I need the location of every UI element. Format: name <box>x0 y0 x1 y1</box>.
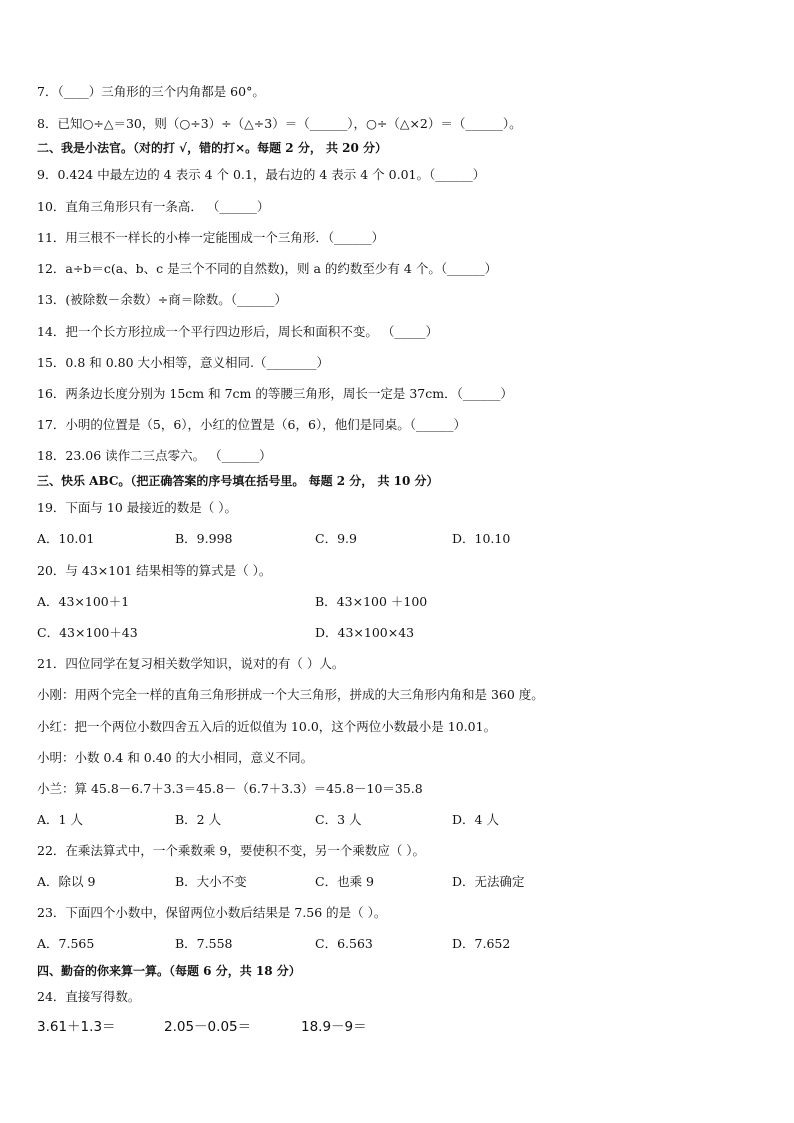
option-choice: D．7.652 <box>452 936 511 951</box>
option-choice: A．43×100＋1 <box>37 594 130 609</box>
question-q22: 22．在乘法算式中，一个乘数乘 9，要使积不变，另一个乘数应（ ）。 <box>37 843 426 858</box>
option-choice: B．43×100 ＋100 <box>315 594 428 609</box>
question-q24: 24．直接写得数。 <box>37 989 141 1004</box>
question-q21: 21．四位同学在复习相关数学知识，说对的有（ ）人。 <box>37 656 345 671</box>
calculation-item: 18.9－9＝ <box>301 1019 367 1035</box>
question-q11: 11．用三根不一样长的小棒一定能围成一个三角形．（______） <box>37 230 385 245</box>
option-choice: A．除以 9 <box>37 874 96 889</box>
options-q22-opts <box>37 873 754 891</box>
option-choice: D．10.10 <box>452 531 511 546</box>
question-q21c: 小明：小数 0.4 和 0.40 的大小相同，意义不同。 <box>37 750 314 765</box>
option-choice: B．大小不变 <box>175 874 247 889</box>
calculation-row <box>37 1018 754 1036</box>
option-choice: A．10.01 <box>37 531 95 546</box>
question-q21b: 小红：把一个两位小数四舍五入后的近似值为 10.0，这个两位小数最小是 10.01。 <box>37 719 497 734</box>
option-choice: D．4 人 <box>452 812 499 827</box>
section-heading-sec4: 四、勤奋的你来算一算。（每题 6 分，共 18 分） <box>37 964 301 978</box>
option-choice: B．9.998 <box>175 531 233 546</box>
options-q20-opts-1 <box>37 593 754 611</box>
question-q19: 19．下面与 10 最接近的数是（ ）。 <box>37 500 237 515</box>
question-q8: 8．已知○÷△＝30，则（○÷3）÷（△÷3）＝（______），○÷（△×2）＝（______）。 <box>37 116 522 131</box>
option-choice: B．2 人 <box>175 812 222 827</box>
section-heading-sec3: 三、快乐 ABC。（把正确答案的序号填在括号里。 每题 2 分， 共 10 分） <box>37 474 439 488</box>
option-choice: C．9.9 <box>315 531 357 546</box>
question-q12: 12．a÷b＝c(a、b、c 是三个不同的自然数)，则 a 的约数至少有 4 个。（______） <box>37 261 498 276</box>
options-q23-opts <box>37 935 754 953</box>
option-choice: A．7.565 <box>37 936 95 951</box>
option-choice: C．也乘 9 <box>315 874 374 889</box>
question-q13: 13．(被除数－余数）÷商＝除数。（______） <box>37 292 288 307</box>
option-choice: C．43×100＋43 <box>37 625 138 640</box>
calculation-item: 2.05－0.05＝ <box>164 1019 252 1035</box>
question-q17: 17．小明的位置是（5，6），小红的位置是（6，6），他们是同桌。（______） <box>37 417 466 432</box>
question-q21a: 小刚：用两个完全一样的直角三角形拼成一个大三角形，拼成的大三角形内角和是 360 度。 <box>37 687 544 702</box>
question-q23: 23．下面四个小数中，保留两位小数后结果是 7.56 的是（ ）。 <box>37 905 387 920</box>
option-choice: B．7.558 <box>175 936 233 951</box>
question-q7: 7．（____）三角形的三个内角都是 60°。 <box>37 84 265 99</box>
question-q20: 20．与 43×101 结果相等的算式是（ ）。 <box>37 563 272 578</box>
question-q9: 9．0.424 中最左边的 4 表示 4 个 0.1，最右边的 4 表示 4 个 0.01。（______） <box>37 167 486 182</box>
options-q19-opts <box>37 530 754 548</box>
calculation-item: 3.61＋1.3＝ <box>37 1019 116 1035</box>
option-choice: C．3 人 <box>315 812 362 827</box>
section-heading-sec2: 二、我是小法官。（对的打 √，错的打×。每题 2 分， 共 20 分） <box>37 141 388 155</box>
question-q15: 15．0.8 和 0.80 大小相等，意义相同.（________） <box>37 355 330 370</box>
question-q14: 14．把一个长方形拉成一个平行四边形后，周长和面积不变。 （_____） <box>37 324 439 339</box>
option-choice: D．无法确定 <box>452 874 525 889</box>
option-choice: D．43×100×43 <box>315 625 415 640</box>
options-q20-opts-2 <box>37 624 754 642</box>
options-q21-opts <box>37 811 754 829</box>
question-q18: 18．23.06 读作二三点零六。 （______） <box>37 448 272 463</box>
question-q10: 10．直角三角形只有一条高． （______） <box>37 199 270 214</box>
question-q21d: 小兰：算 45.8－6.7＋3.3＝45.8－（6.7＋3.3）＝45.8－10＝35.8 <box>37 781 423 796</box>
option-choice: C．6.563 <box>315 936 373 951</box>
option-choice: A．1 人 <box>37 812 83 827</box>
question-q16: 16．两条边长度分别为 15cm 和 7cm 的等腰三角形，周长一定是 37cm．（______） <box>37 386 513 401</box>
